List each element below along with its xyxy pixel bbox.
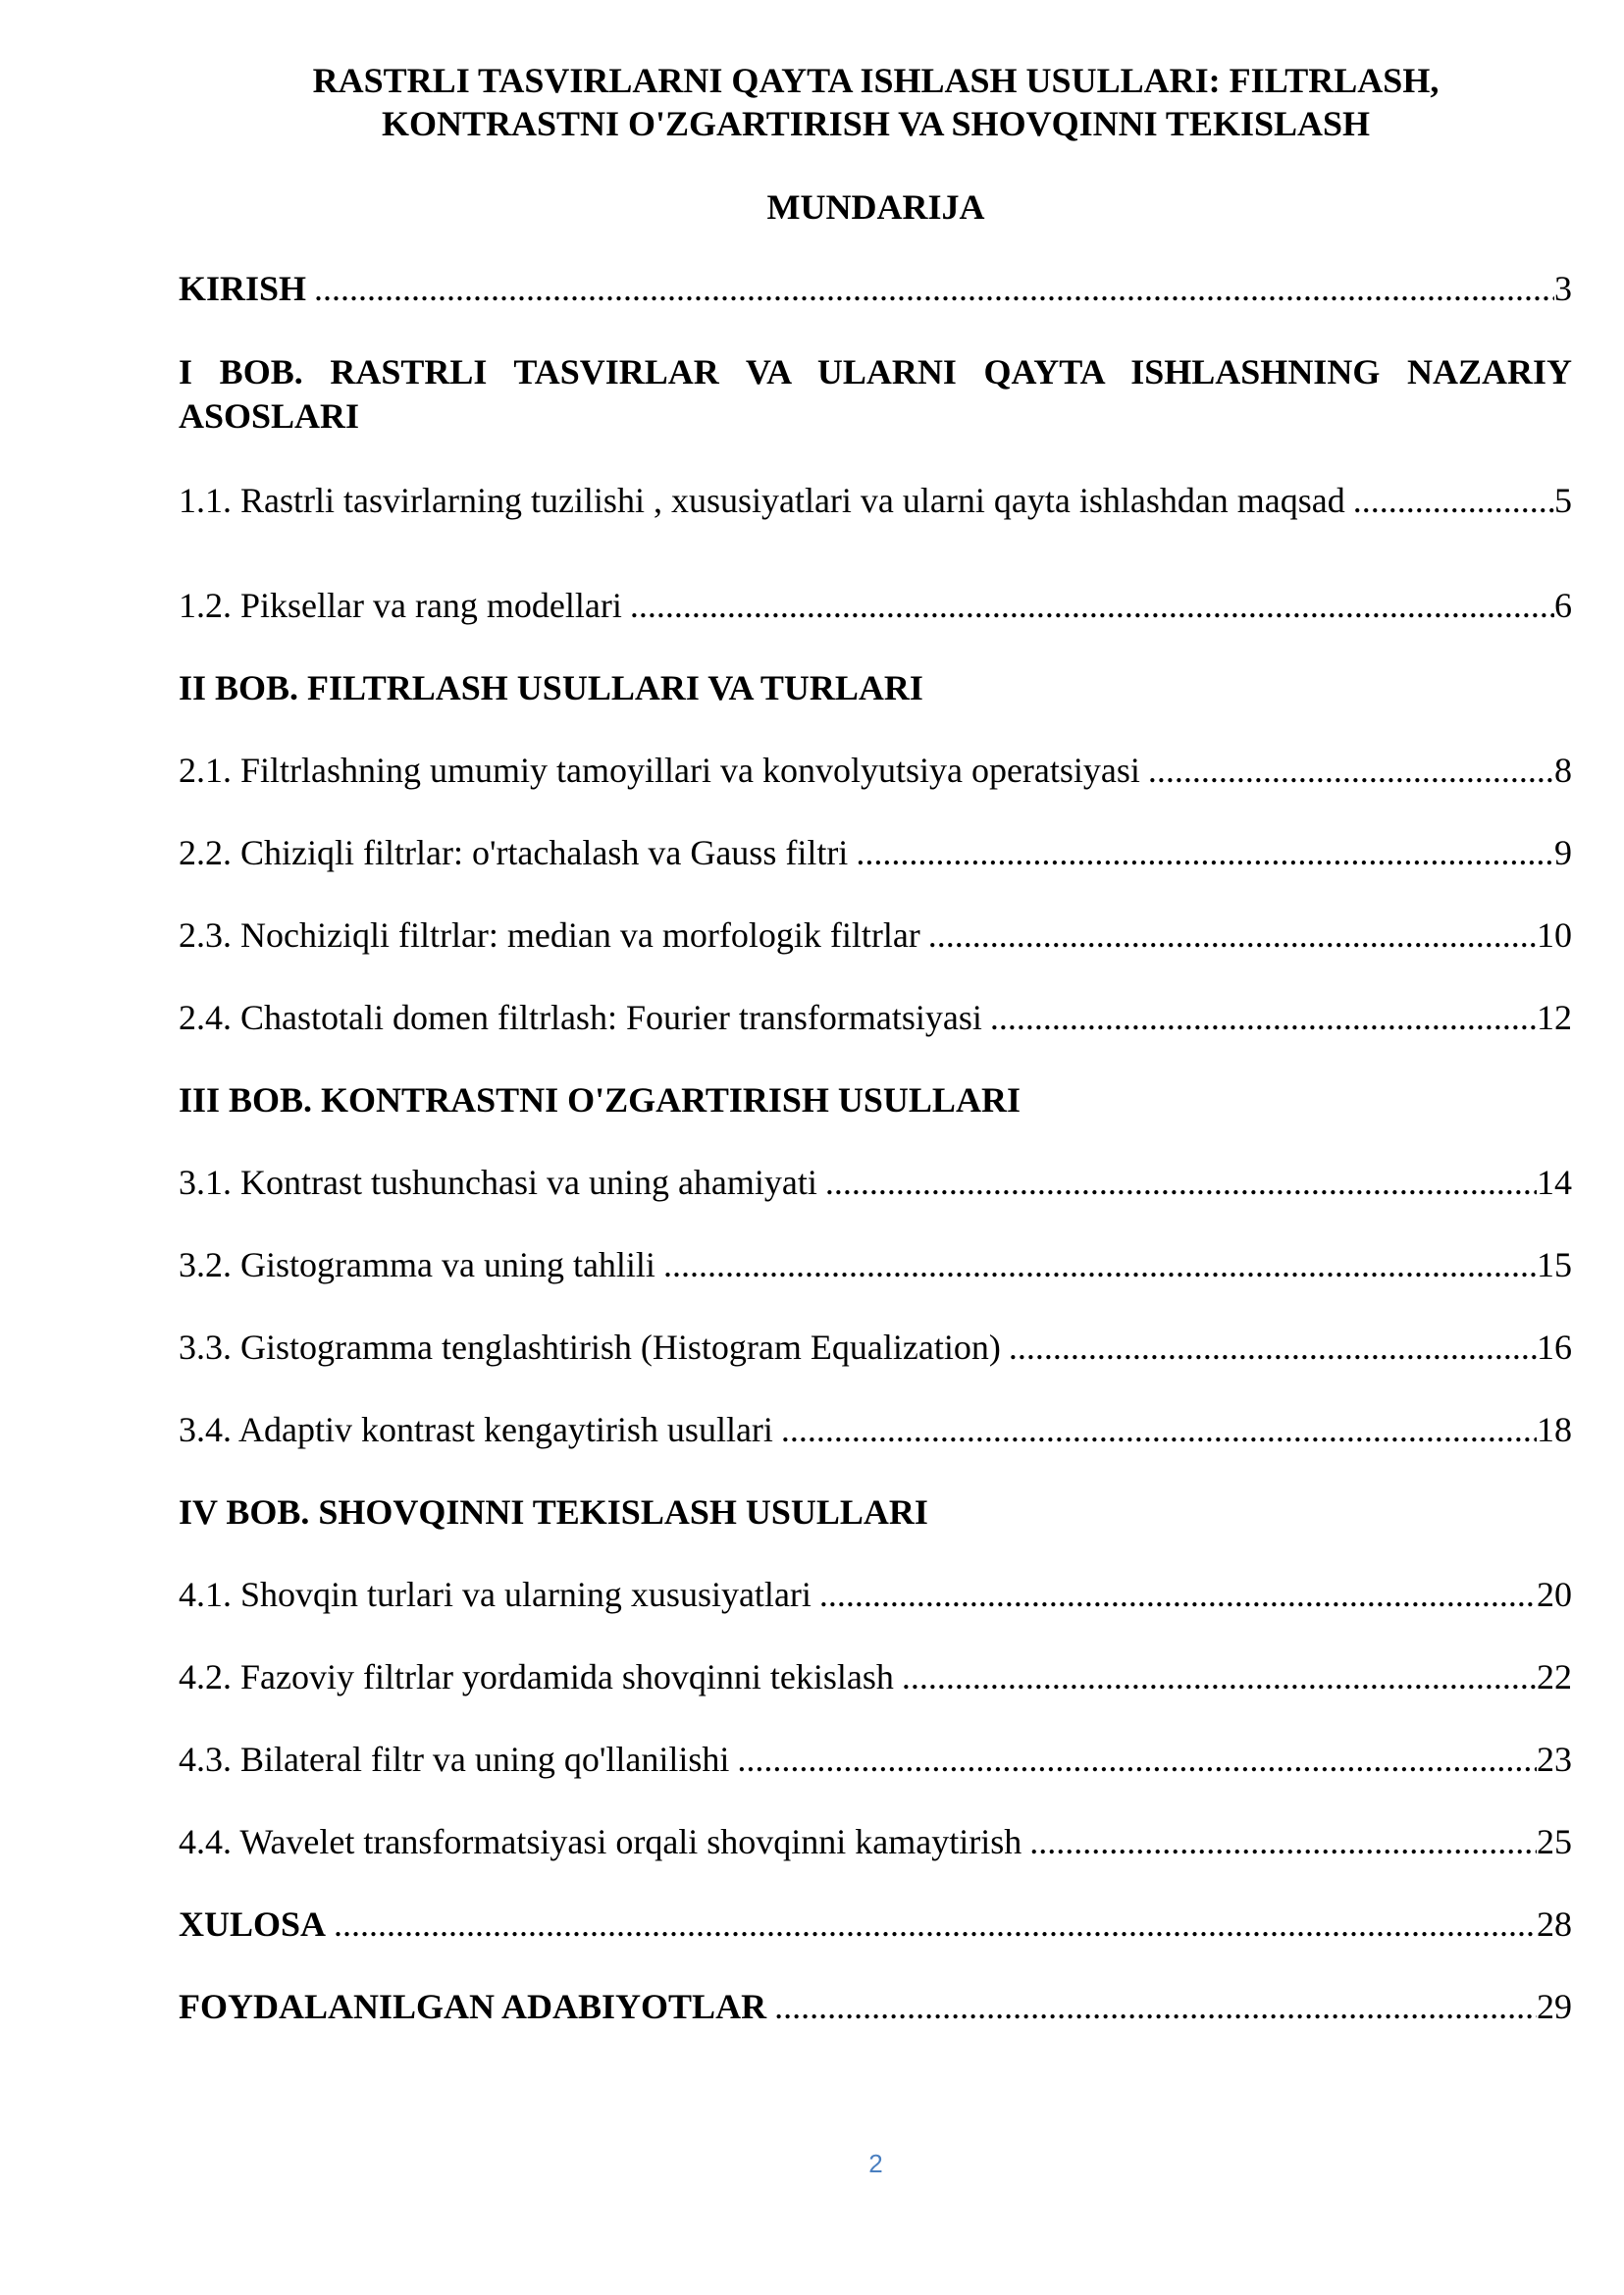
toc-page-number: 8	[1554, 751, 1572, 790]
toc-entry-4-3[interactable]	[179, 1738, 1572, 1781]
toc-entry-3-1[interactable]	[179, 1161, 1572, 1204]
toc-entry-label: 4.3. Bilateral filtr va uning qo'llanilishi	[179, 1740, 730, 1779]
toc-entry-label: XULOSA	[179, 1904, 327, 1944]
dot-leader	[737, 1738, 1537, 1781]
toc-entry-4-2[interactable]	[179, 1655, 1572, 1698]
dot-leader	[774, 1985, 1537, 2028]
dot-leader	[1353, 479, 1554, 522]
toc-heading: MUNDARIJA	[766, 187, 985, 227]
toc-page-number: 25	[1537, 1822, 1572, 1861]
toc-page-number: 23	[1537, 1740, 1572, 1779]
toc-entry-label: 1.1. Rastrli tasvirlarning tuzilishi , xususiyatlari va ularni qayta ishlashdan maqsad	[179, 481, 1345, 520]
toc-entry-2-1[interactable]	[179, 749, 1572, 792]
dot-leader	[928, 913, 1537, 957]
toc-entry-label: 2.2. Chiziqli filtrlar: o'rtachalash va Gauss filtri	[179, 833, 849, 872]
toc-page-number: 22	[1537, 1657, 1572, 1696]
toc-entry-intro[interactable]	[179, 267, 1572, 310]
page-number-footer: 2	[868, 2149, 883, 2178]
toc-entry-label: 2.1. Filtrlashning umumiy tamoyillari va konvolyutsiya operatsiyasi	[179, 751, 1140, 790]
toc-chapter-3[interactable]: III BOB. KONTRASTNI O'ZGARTIRISH USULLARI	[179, 1080, 1021, 1120]
toc-entry-label: 1.2. Piksellar va rang modellari	[179, 586, 622, 625]
dot-leader	[663, 1243, 1537, 1286]
dot-leader	[334, 1903, 1537, 1946]
toc-entry-3-4[interactable]	[179, 1408, 1572, 1451]
toc-page-number: 16	[1537, 1328, 1572, 1367]
toc-page-number: 6	[1554, 586, 1572, 625]
toc-entry-label: KIRISH	[179, 269, 307, 308]
dot-leader	[825, 1161, 1537, 1204]
toc-page-number: 29	[1537, 1987, 1572, 2026]
dot-leader	[314, 267, 1554, 310]
toc-entry-2-2[interactable]	[179, 831, 1572, 874]
dot-leader	[856, 831, 1554, 874]
dot-leader	[781, 1408, 1537, 1451]
toc-page-number: 20	[1537, 1575, 1572, 1614]
toc-page-number: 10	[1537, 915, 1572, 955]
toc-entry-label: 3.2. Gistogramma va uning tahlili	[179, 1245, 655, 1284]
toc-page-number: 5	[1554, 481, 1572, 520]
toc-entry-label: 3.4. Adaptiv kontrast kengaytirish usullari	[179, 1410, 773, 1449]
document-title-line-2: KONTRASTNI O'ZGARTIRISH VA SHOVQINNI TEKISLASH	[381, 104, 1371, 143]
toc-entry-4-1[interactable]	[179, 1573, 1572, 1616]
toc-entry-label: 3.3. Gistogramma tenglashtirish (Histogram Equalization)	[179, 1328, 1001, 1367]
toc-entry-1-2[interactable]	[179, 584, 1572, 627]
toc-page-number: 18	[1537, 1410, 1572, 1449]
toc-entry-3-3[interactable]	[179, 1326, 1572, 1369]
toc-page-number: 3	[1554, 269, 1572, 308]
toc-page-number: 9	[1554, 833, 1572, 872]
dot-leader	[1029, 1820, 1537, 1863]
toc-entry-label: 4.4. Wavelet transformatsiyasi orqali shovqinni kamaytirish	[179, 1822, 1022, 1861]
toc-entry-4-4[interactable]	[179, 1820, 1572, 1863]
toc-entry-label: FOYDALANILGAN ADABIYOTLAR	[179, 1987, 767, 2026]
toc-page-number: 15	[1537, 1245, 1572, 1284]
dot-leader	[990, 996, 1537, 1039]
toc-chapter-1[interactable]: I BOB. RASTRLI TASVIRLAR VA ULARNI QAYTA ISHLASHNING NAZARIY ASOSLARI	[179, 352, 1572, 436]
toc-page-number: 28	[1537, 1904, 1572, 1944]
toc-entry-conclusion[interactable]	[179, 1903, 1572, 1946]
toc-entry-label: 4.2. Fazoviy filtrlar yordamida shovqinni tekislash	[179, 1657, 894, 1696]
toc-page-number: 12	[1537, 998, 1572, 1037]
toc-chapter-4[interactable]: IV BOB. SHOVQINNI TEKISLASH USULLARI	[179, 1492, 928, 1532]
toc-entry-label: 2.3. Nochiziqli filtrlar: median va morfologik filtrlar	[179, 915, 920, 955]
dot-leader	[819, 1573, 1537, 1616]
toc-chapter-2[interactable]: II BOB. FILTRLASH USULLARI VA TURLARI	[179, 668, 923, 707]
toc-entry-2-3[interactable]	[179, 913, 1572, 957]
toc-entry-2-4[interactable]	[179, 996, 1572, 1039]
dot-leader	[902, 1655, 1537, 1698]
toc-entry-label: 3.1. Kontrast tushunchasi va uning ahamiyati	[179, 1163, 817, 1202]
toc-page-number: 14	[1537, 1163, 1572, 1202]
toc-entry-3-2[interactable]	[179, 1243, 1572, 1286]
dot-leader	[630, 584, 1554, 627]
toc-entry-1-1[interactable]	[179, 479, 1572, 522]
document-title-line-1: RASTRLI TASVIRLARNI QAYTA ISHLASH USULLARI: FILTRLASH,	[312, 61, 1440, 100]
toc-entry-references[interactable]	[179, 1985, 1572, 2028]
toc-entry-label: 4.1. Shovqin turlari va ularning xususiyatlari	[179, 1575, 812, 1614]
dot-leader	[1009, 1326, 1537, 1369]
dot-leader	[1148, 749, 1554, 792]
toc-entry-label: 2.4. Chastotali domen filtrlash: Fourier transformatsiyasi	[179, 998, 982, 1037]
